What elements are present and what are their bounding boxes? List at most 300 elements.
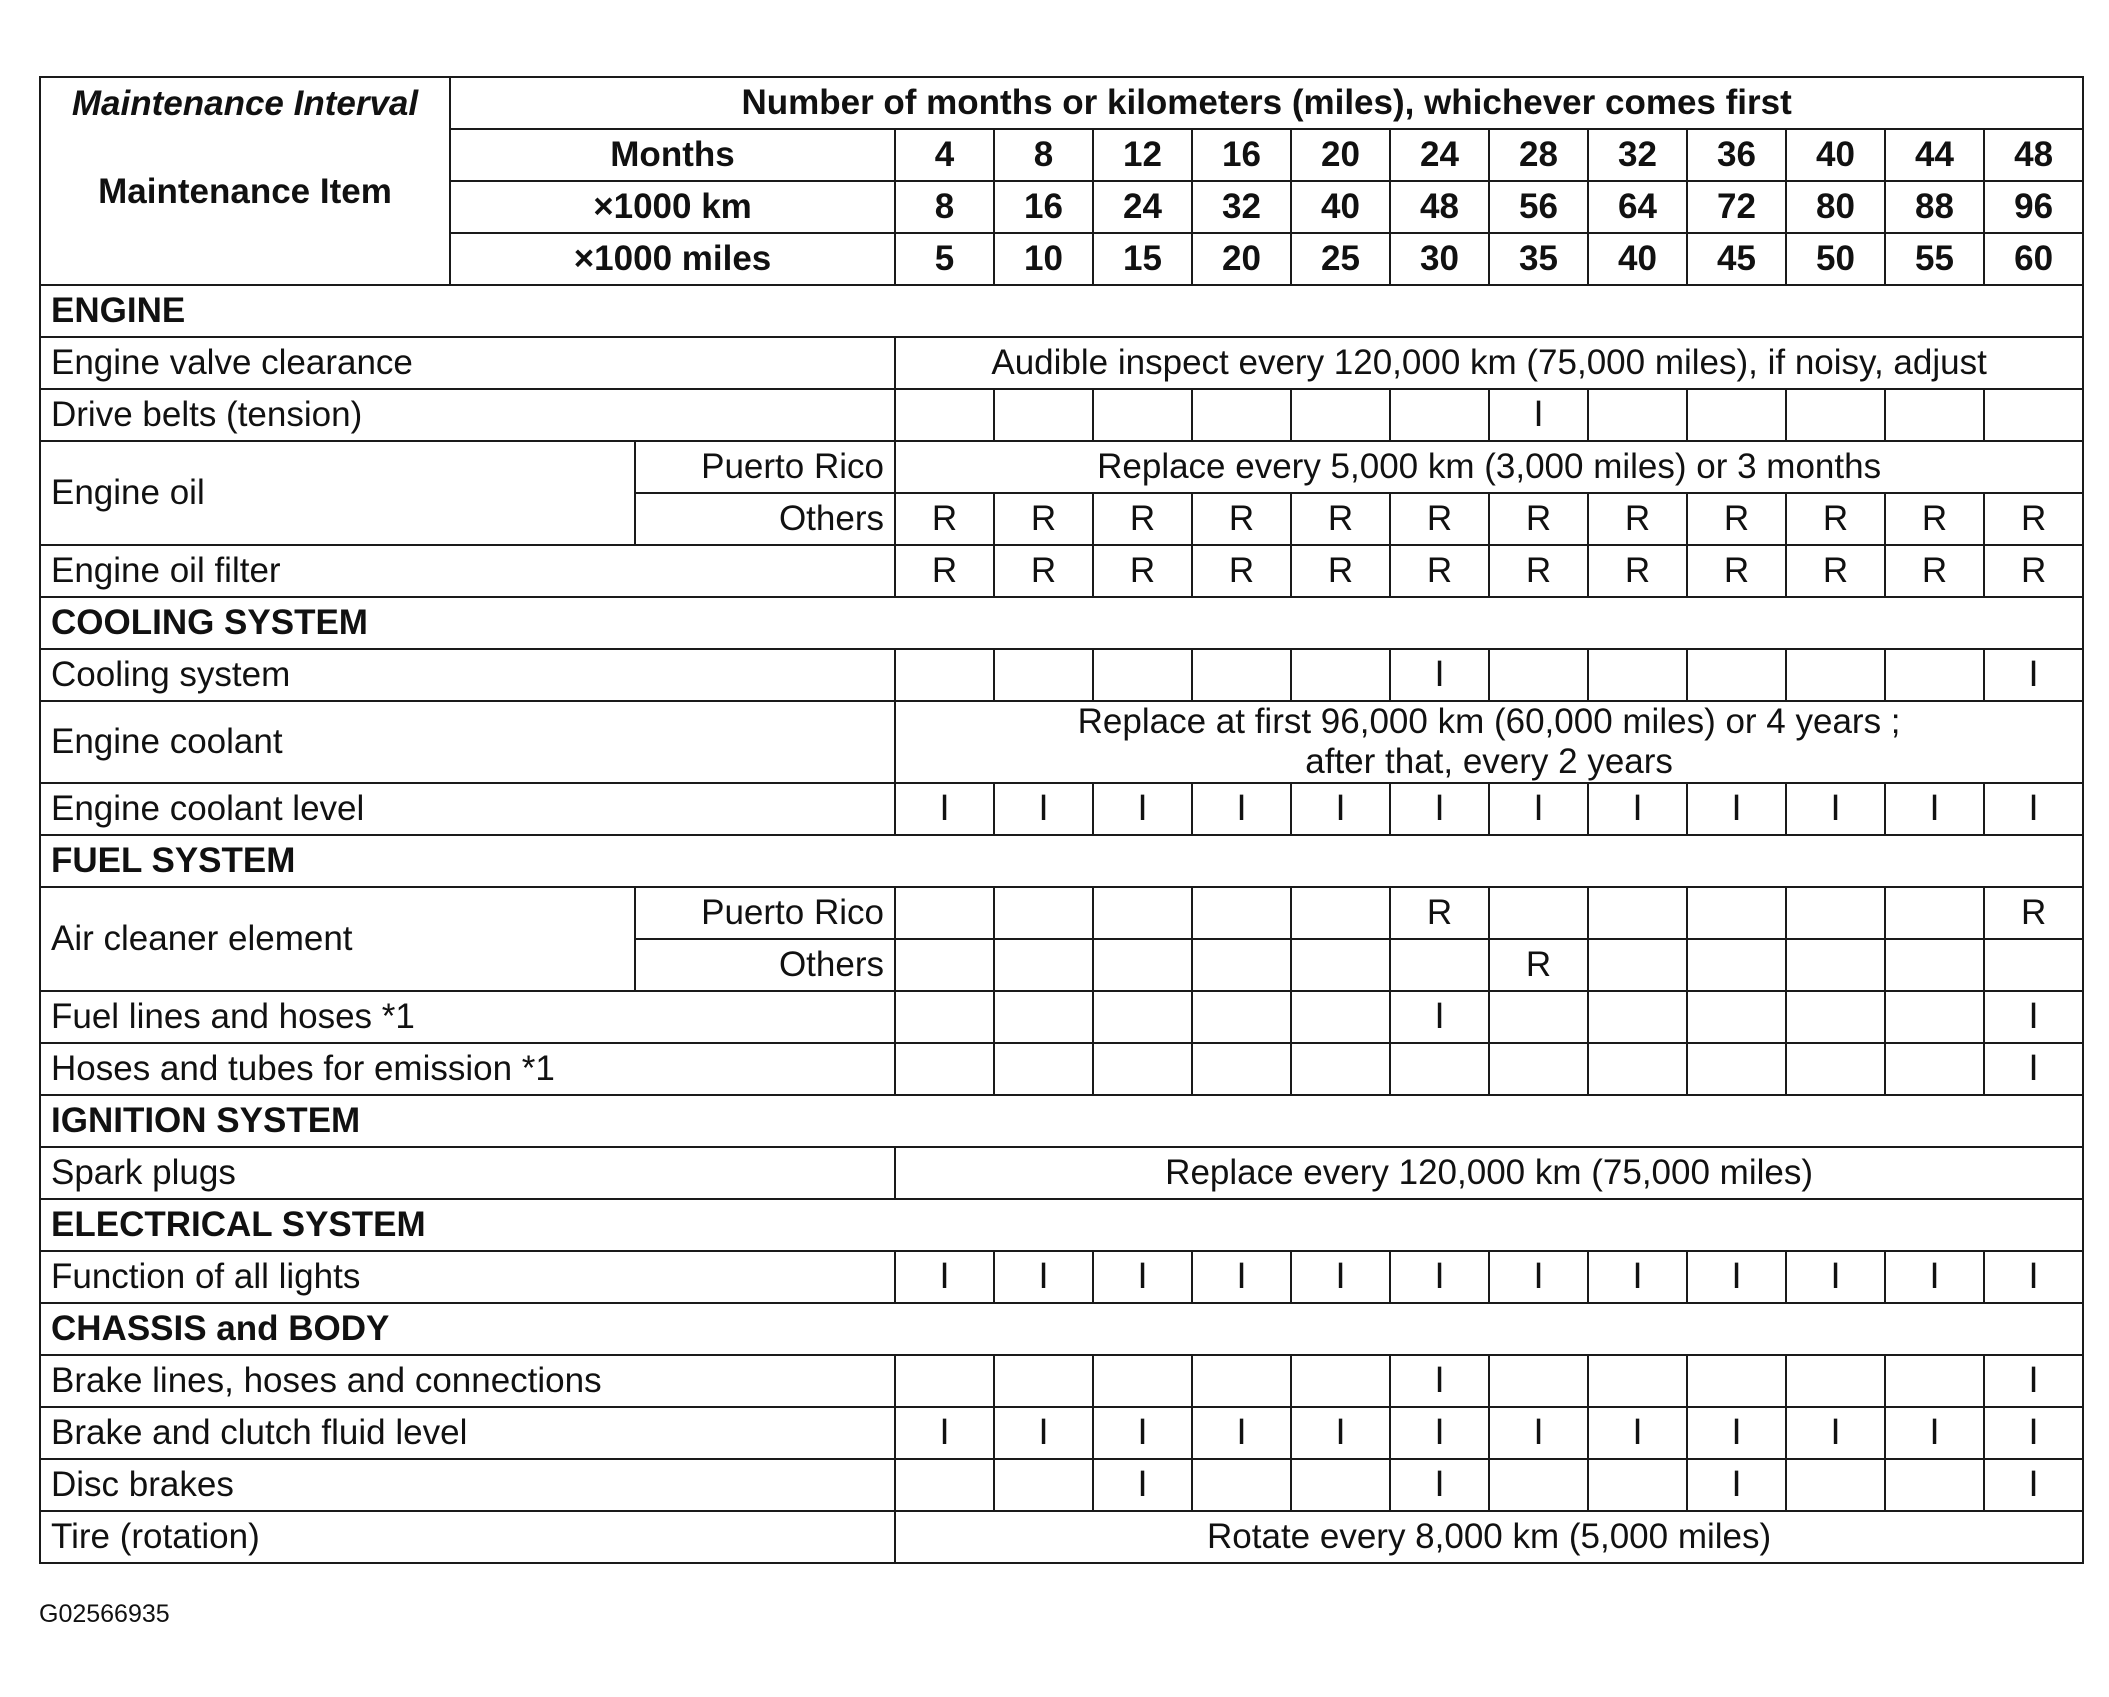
interval-cell xyxy=(895,545,994,597)
interval-cell xyxy=(1390,991,1489,1043)
interval-cell xyxy=(1588,783,1687,835)
inspect-mark: I xyxy=(1137,1257,1148,1297)
interval-cell xyxy=(1093,1407,1192,1459)
interval-cell xyxy=(1687,649,1786,701)
interval-cell xyxy=(1588,887,1687,939)
inspect-mark: I xyxy=(1632,1413,1643,1453)
interval-cell xyxy=(895,493,994,545)
table-row xyxy=(40,887,2083,939)
item-note: Audible inspect every 120,000 km (75,000 miles), if noisy, adjust xyxy=(895,337,2083,389)
interval-cell xyxy=(1489,1355,1588,1407)
interval-cell xyxy=(1390,887,1489,939)
interval-cell xyxy=(1489,545,1588,597)
interval-cell xyxy=(1984,1355,2083,1407)
interval-cell xyxy=(1489,1251,1588,1303)
section-row-fuel xyxy=(40,835,2083,887)
item-name: Fuel lines and hoses *1 xyxy=(40,991,895,1043)
inspect-mark: I xyxy=(1434,655,1445,695)
inspect-mark: I xyxy=(1434,789,1445,829)
inspect-mark: I xyxy=(1533,1413,1544,1453)
interval-cell xyxy=(1885,887,1984,939)
months-label: Months xyxy=(450,129,895,181)
interval-cell xyxy=(1885,1459,1984,1511)
miles-value: 45 xyxy=(1687,233,1786,285)
miles-value: 35 xyxy=(1489,233,1588,285)
interval-cell xyxy=(1489,649,1588,701)
interval-cell xyxy=(994,649,1093,701)
table-row xyxy=(40,1251,2083,1303)
item-name: Cooling system xyxy=(40,649,895,701)
miles-label: ×1000 miles xyxy=(450,233,895,285)
inspect-mark: I xyxy=(1236,1413,1247,1453)
inspect-mark: I xyxy=(1731,1413,1742,1453)
interval-cell xyxy=(1093,545,1192,597)
interval-cell xyxy=(1786,649,1885,701)
interval-cell xyxy=(1885,1407,1984,1459)
interval-cell xyxy=(1390,939,1489,991)
maintenance-interval-label: Maintenance Interval xyxy=(71,84,419,123)
months-value: 48 xyxy=(1984,129,2083,181)
months-value: 24 xyxy=(1390,129,1489,181)
interval-cell xyxy=(1885,649,1984,701)
interval-cell xyxy=(1192,1043,1291,1095)
replace-mark: R xyxy=(1030,499,1057,538)
miles-value: 10 xyxy=(994,233,1093,285)
replace-mark: R xyxy=(1030,551,1057,590)
miles-value: 55 xyxy=(1885,233,1984,285)
inspect-mark: I xyxy=(1434,997,1445,1037)
maintenance-schedule xyxy=(39,76,2078,1564)
interval-cell xyxy=(1588,1459,1687,1511)
item-note: Rotate every 8,000 km (5,000 miles) xyxy=(895,1511,2083,1563)
interval-cell xyxy=(1687,887,1786,939)
replace-mark: R xyxy=(1723,499,1750,538)
interval-cell xyxy=(1093,1251,1192,1303)
inspect-mark: I xyxy=(1830,1413,1841,1453)
miles-value: 30 xyxy=(1390,233,1489,285)
item-name: Brake and clutch fluid level xyxy=(40,1407,895,1459)
interval-cell xyxy=(895,1407,994,1459)
table-row xyxy=(40,441,2083,493)
interval-cell xyxy=(994,1459,1093,1511)
replace-mark: R xyxy=(1129,499,1156,538)
inspect-mark: I xyxy=(1434,1361,1445,1401)
interval-cell xyxy=(1786,939,1885,991)
table-row xyxy=(40,1147,2083,1199)
interval-cell xyxy=(994,991,1093,1043)
months-value: 44 xyxy=(1885,129,1984,181)
inspect-mark: I xyxy=(1731,1465,1742,1505)
inspect-mark: I xyxy=(1434,1257,1445,1297)
interval-cell xyxy=(1390,1407,1489,1459)
replace-mark: R xyxy=(931,499,958,538)
interval-cell xyxy=(1984,1251,2083,1303)
replace-mark: R xyxy=(1921,551,1948,590)
interval-cell xyxy=(895,649,994,701)
inspect-mark: I xyxy=(2028,789,2039,829)
interval-cell xyxy=(895,783,994,835)
inspect-mark: I xyxy=(1038,1257,1049,1297)
interval-cell xyxy=(1291,991,1390,1043)
interval-cell xyxy=(1687,545,1786,597)
inspect-mark: I xyxy=(1929,789,1940,829)
section-title: COOLING SYSTEM xyxy=(40,597,2083,649)
months-value: 40 xyxy=(1786,129,1885,181)
interval-cell xyxy=(1390,545,1489,597)
inspect-mark: I xyxy=(2028,655,2039,695)
months-value: 12 xyxy=(1093,129,1192,181)
interval-cell xyxy=(1885,783,1984,835)
interval-cell xyxy=(1984,1043,2083,1095)
replace-mark: R xyxy=(1426,551,1453,590)
section-row-ignition xyxy=(40,1095,2083,1147)
inspect-mark: I xyxy=(2028,1465,2039,1505)
interval-cell xyxy=(1192,991,1291,1043)
interval-cell xyxy=(1291,783,1390,835)
interval-cell xyxy=(994,389,1093,441)
inspect-mark: I xyxy=(1929,1413,1940,1453)
interval-cell xyxy=(1687,1355,1786,1407)
inspect-mark: I xyxy=(1434,1413,1445,1453)
section-row-cooling xyxy=(40,597,2083,649)
km-value: 24 xyxy=(1093,181,1192,233)
replace-mark: R xyxy=(1822,499,1849,538)
interval-cell xyxy=(1093,939,1192,991)
inspect-mark: I xyxy=(1533,789,1544,829)
item-name: Function of all lights xyxy=(40,1251,895,1303)
interval-cell xyxy=(1687,1407,1786,1459)
interval-cell xyxy=(1786,545,1885,597)
miles-value: 60 xyxy=(1984,233,2083,285)
miles-value: 15 xyxy=(1093,233,1192,285)
km-value: 96 xyxy=(1984,181,2083,233)
km-value: 56 xyxy=(1489,181,1588,233)
km-value: 88 xyxy=(1885,181,1984,233)
interval-cell xyxy=(1192,1407,1291,1459)
interval-cell xyxy=(895,1355,994,1407)
interval-cell xyxy=(1291,1407,1390,1459)
interval-cell xyxy=(1489,783,1588,835)
interval-cell xyxy=(1489,1043,1588,1095)
interval-cell xyxy=(994,1043,1093,1095)
interval-cell xyxy=(1390,1043,1489,1095)
interval-cell xyxy=(1786,783,1885,835)
interval-cell xyxy=(1093,649,1192,701)
interval-cell xyxy=(1687,991,1786,1043)
interval-cell xyxy=(1291,939,1390,991)
table-row xyxy=(40,545,2083,597)
interval-cell xyxy=(1588,649,1687,701)
figure-code: G02566935 xyxy=(39,1600,170,1628)
maintenance-schedule-table xyxy=(39,76,2084,1564)
interval-cell xyxy=(994,1251,1093,1303)
item-name: Drive belts (tension) xyxy=(40,389,895,441)
section-title: ELECTRICAL SYSTEM xyxy=(40,1199,2083,1251)
section-row-electrical xyxy=(40,1199,2083,1251)
miles-value: 5 xyxy=(895,233,994,285)
inspect-mark: I xyxy=(1533,1257,1544,1297)
interval-cell xyxy=(1786,1251,1885,1303)
inspect-mark: I xyxy=(1137,789,1148,829)
inspect-mark: I xyxy=(1335,1257,1346,1297)
inspect-mark: I xyxy=(1731,1257,1742,1297)
interval-description: Number of months or kilometers (miles), whichever comes first xyxy=(450,77,2083,129)
interval-cell xyxy=(1786,389,1885,441)
interval-cell xyxy=(1093,1355,1192,1407)
inspect-mark: I xyxy=(1038,1413,1049,1453)
miles-value: 20 xyxy=(1192,233,1291,285)
months-value: 20 xyxy=(1291,129,1390,181)
inspect-mark: I xyxy=(1137,1413,1148,1453)
section-title: ENGINE xyxy=(40,285,2083,337)
inspect-mark: I xyxy=(1236,789,1247,829)
replace-mark: R xyxy=(2020,893,2047,932)
interval-cell xyxy=(1588,493,1687,545)
replace-mark: R xyxy=(1822,551,1849,590)
interval-cell xyxy=(1093,783,1192,835)
table-row xyxy=(40,1459,2083,1511)
inspect-mark: I xyxy=(2028,1413,2039,1453)
replace-mark: R xyxy=(1525,551,1552,590)
interval-cell xyxy=(1885,493,1984,545)
interval-cell xyxy=(1786,1355,1885,1407)
interval-cell xyxy=(1588,1251,1687,1303)
item-note-line: after that, every 2 years xyxy=(1305,742,1673,781)
inspect-mark: I xyxy=(1236,1257,1247,1297)
interval-cell xyxy=(1192,1355,1291,1407)
section-row-engine xyxy=(40,285,2083,337)
interval-cell xyxy=(1984,493,2083,545)
months-value: 28 xyxy=(1489,129,1588,181)
interval-cell xyxy=(1291,887,1390,939)
inspect-mark: I xyxy=(1830,789,1841,829)
item-name: Tire (rotation) xyxy=(40,1511,895,1563)
replace-mark: R xyxy=(1624,499,1651,538)
miles-value: 25 xyxy=(1291,233,1390,285)
replace-mark: R xyxy=(1129,551,1156,590)
months-value: 16 xyxy=(1192,129,1291,181)
replace-mark: R xyxy=(2020,551,2047,590)
interval-cell xyxy=(1192,1251,1291,1303)
item-note xyxy=(895,701,2083,783)
section-title: FUEL SYSTEM xyxy=(40,835,2083,887)
interval-cell xyxy=(1885,1355,1984,1407)
interval-cell xyxy=(895,1459,994,1511)
interval-cell xyxy=(1093,887,1192,939)
interval-cell xyxy=(1093,389,1192,441)
region-label: Puerto Rico xyxy=(635,441,895,493)
interval-cell xyxy=(1192,649,1291,701)
km-value: 64 xyxy=(1588,181,1687,233)
inspect-mark: I xyxy=(1137,1465,1148,1505)
inspect-mark: I xyxy=(1533,395,1544,435)
interval-cell xyxy=(1984,1459,2083,1511)
interval-cell xyxy=(1786,991,1885,1043)
interval-cell xyxy=(1885,1043,1984,1095)
table-row xyxy=(40,1355,2083,1407)
section-title: IGNITION SYSTEM xyxy=(40,1095,2083,1147)
km-value: 40 xyxy=(1291,181,1390,233)
inspect-mark: I xyxy=(939,1413,950,1453)
months-value: 32 xyxy=(1588,129,1687,181)
replace-mark: R xyxy=(1525,945,1552,984)
table-row xyxy=(40,991,2083,1043)
table-row xyxy=(40,389,2083,441)
interval-cell xyxy=(1984,991,2083,1043)
interval-cell xyxy=(1390,1251,1489,1303)
interval-cell xyxy=(1984,887,2083,939)
interval-cell xyxy=(895,991,994,1043)
replace-mark: R xyxy=(2020,499,2047,538)
interval-cell xyxy=(994,545,1093,597)
item-name: Engine coolant xyxy=(40,701,895,783)
item-note: Replace every 120,000 km (75,000 miles) xyxy=(895,1147,2083,1199)
replace-mark: R xyxy=(1624,551,1651,590)
km-value: 72 xyxy=(1687,181,1786,233)
item-note: Replace every 5,000 km (3,000 miles) or 3 months xyxy=(895,441,2083,493)
replace-mark: R xyxy=(1921,499,1948,538)
months-value: 36 xyxy=(1687,129,1786,181)
replace-mark: R xyxy=(1723,551,1750,590)
interval-cell xyxy=(994,887,1093,939)
item-name: Engine oil filter xyxy=(40,545,895,597)
table-row xyxy=(40,701,2083,783)
interval-cell xyxy=(1984,783,2083,835)
interval-cell xyxy=(1489,991,1588,1043)
interval-cell xyxy=(994,1355,1093,1407)
interval-cell xyxy=(1885,545,1984,597)
inspect-mark: I xyxy=(1731,789,1742,829)
region-label: Others xyxy=(635,939,895,991)
interval-cell xyxy=(1390,389,1489,441)
months-value: 8 xyxy=(994,129,1093,181)
interval-cell xyxy=(895,1251,994,1303)
interval-cell xyxy=(1786,1407,1885,1459)
interval-cell xyxy=(1390,1355,1489,1407)
interval-cell xyxy=(895,887,994,939)
interval-cell xyxy=(1984,939,2083,991)
interval-cell xyxy=(1786,1043,1885,1095)
table-row xyxy=(40,649,2083,701)
replace-mark: R xyxy=(1228,551,1255,590)
interval-cell xyxy=(1390,493,1489,545)
inspect-mark: I xyxy=(2028,997,2039,1037)
interval-cell xyxy=(1885,389,1984,441)
inspect-mark: I xyxy=(1434,1465,1445,1505)
km-value: 16 xyxy=(994,181,1093,233)
interval-cell xyxy=(1489,389,1588,441)
km-value: 80 xyxy=(1786,181,1885,233)
interval-cell xyxy=(1786,887,1885,939)
months-value: 4 xyxy=(895,129,994,181)
item-name: Brake lines, hoses and connections xyxy=(40,1355,895,1407)
replace-mark: R xyxy=(1426,893,1453,932)
item-name: Hoses and tubes for emission *1 xyxy=(40,1043,895,1095)
interval-cell xyxy=(1687,939,1786,991)
item-name: Air cleaner element xyxy=(40,887,635,991)
inspect-mark: I xyxy=(1929,1257,1940,1297)
interval-cell xyxy=(1291,649,1390,701)
interval-cell xyxy=(895,1043,994,1095)
interval-cell xyxy=(1687,783,1786,835)
table-row xyxy=(40,1407,2083,1459)
replace-mark: R xyxy=(1327,499,1354,538)
interval-cell xyxy=(1291,1355,1390,1407)
interval-cell xyxy=(895,389,994,441)
interval-cell xyxy=(1489,1407,1588,1459)
interval-cell xyxy=(1984,1407,2083,1459)
interval-cell xyxy=(1192,887,1291,939)
interval-cell xyxy=(1786,1459,1885,1511)
interval-cell xyxy=(1291,1251,1390,1303)
interval-cell xyxy=(1687,1251,1786,1303)
miles-value: 50 xyxy=(1786,233,1885,285)
interval-cell xyxy=(1093,1043,1192,1095)
interval-cell xyxy=(1489,939,1588,991)
interval-cell xyxy=(1192,939,1291,991)
interval-cell xyxy=(994,493,1093,545)
interval-cell xyxy=(1885,1251,1984,1303)
interval-cell xyxy=(1687,1043,1786,1095)
interval-cell xyxy=(1093,1459,1192,1511)
interval-cell xyxy=(1291,545,1390,597)
item-name: Engine valve clearance xyxy=(40,337,895,389)
interval-cell xyxy=(1489,1459,1588,1511)
table-row xyxy=(40,337,2083,389)
interval-cell xyxy=(1093,991,1192,1043)
interval-cell xyxy=(1192,493,1291,545)
interval-cell xyxy=(1291,493,1390,545)
maintenance-item-label: Maintenance Item xyxy=(98,172,392,211)
interval-cell xyxy=(1390,783,1489,835)
header-row-interval xyxy=(40,77,2083,129)
item-note-line: Replace at first 96,000 km (60,000 miles) or 4 years ; xyxy=(1077,702,1901,741)
interval-cell xyxy=(1588,939,1687,991)
interval-cell xyxy=(1588,1043,1687,1095)
table-row xyxy=(40,1511,2083,1563)
inspect-mark: I xyxy=(939,1257,950,1297)
table-row xyxy=(40,783,2083,835)
item-name: Engine oil xyxy=(40,441,635,545)
interval-cell xyxy=(1984,545,2083,597)
inspect-mark: I xyxy=(1830,1257,1841,1297)
corner-cell xyxy=(40,77,450,285)
interval-cell xyxy=(1588,1407,1687,1459)
item-name: Engine coolant level xyxy=(40,783,895,835)
region-label: Others xyxy=(635,493,895,545)
inspect-mark: I xyxy=(1038,789,1049,829)
interval-cell xyxy=(1489,493,1588,545)
interval-cell xyxy=(994,783,1093,835)
km-label: ×1000 km xyxy=(450,181,895,233)
replace-mark: R xyxy=(1327,551,1354,590)
miles-value: 40 xyxy=(1588,233,1687,285)
section-title: CHASSIS and BODY xyxy=(40,1303,2083,1355)
interval-cell xyxy=(1588,991,1687,1043)
inspect-mark: I xyxy=(939,789,950,829)
interval-cell xyxy=(1192,783,1291,835)
inspect-mark: I xyxy=(2028,1257,2039,1297)
inspect-mark: I xyxy=(1632,789,1643,829)
interval-cell xyxy=(1588,1355,1687,1407)
inspect-mark: I xyxy=(1335,1413,1346,1453)
inspect-mark: I xyxy=(1632,1257,1643,1297)
replace-mark: R xyxy=(1228,499,1255,538)
interval-cell xyxy=(1192,1459,1291,1511)
interval-cell xyxy=(1390,649,1489,701)
inspect-mark: I xyxy=(2028,1049,2039,1089)
interval-cell xyxy=(1984,649,2083,701)
